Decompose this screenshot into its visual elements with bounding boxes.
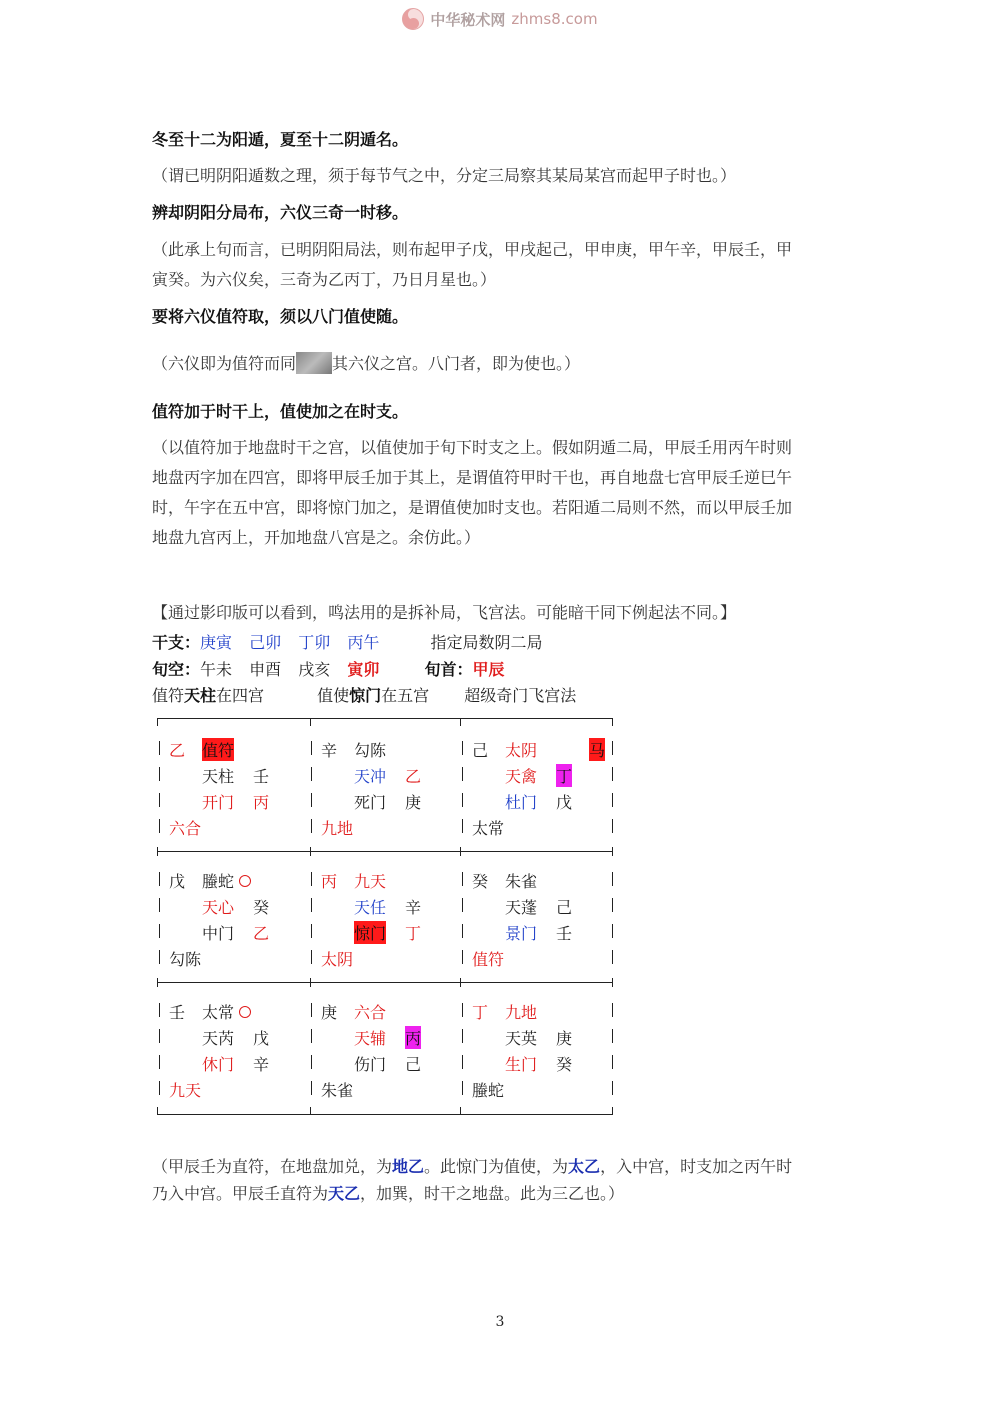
site-header bbox=[0, 8, 1000, 30]
star: 天冲 bbox=[354, 767, 387, 786]
site-name: 中华秘术网 bbox=[430, 10, 506, 29]
zhifu-row bbox=[152, 686, 576, 706]
door: 伤门 bbox=[354, 1055, 387, 1074]
nine-palace-grid bbox=[157, 718, 615, 1116]
deity: 螣蛇 bbox=[202, 872, 235, 891]
ganzhi-row bbox=[152, 633, 542, 653]
site-url: zhms8.com bbox=[511, 10, 598, 28]
verse-1: 冬至十二为阳遁，夏至十二阴遁名。 bbox=[152, 130, 409, 149]
earth-stem: 己 bbox=[405, 1055, 422, 1074]
ground-deity: 螣蛇 bbox=[472, 1081, 505, 1100]
heaven-stem: 乙 bbox=[169, 741, 186, 760]
star: 天任 bbox=[354, 898, 387, 917]
summary-text: ，加巽，时干之地盘。此为三乙也。） bbox=[360, 1184, 625, 1203]
xunshou-label: 旬首： bbox=[424, 660, 473, 679]
note-1: （谓已明阴阳遁数之理，须于每节气之中，分定三局察其某局某宫而起甲子时也。） bbox=[152, 166, 737, 185]
verse-3: 要将六仪值符取，须以八门值使随。 bbox=[152, 307, 409, 326]
hidden-stem: 丁 bbox=[556, 764, 572, 787]
heaven-stem: 戊 bbox=[169, 872, 186, 891]
note-3 bbox=[152, 352, 580, 374]
xunkong-3: 戌亥 bbox=[298, 660, 331, 679]
method-label: 超级奇门飞宫法 bbox=[464, 686, 577, 705]
heaven-stem: 丁 bbox=[472, 1003, 489, 1022]
earth-stem: 丁 bbox=[405, 924, 422, 943]
empty-circle-icon bbox=[239, 1006, 251, 1018]
xunkong-4: 寅卯 bbox=[347, 660, 380, 679]
note-2-line-1: （此承上句而言，已明阴阳局法，则布起甲子戊，甲戌起己，甲申庚，甲午辛，甲辰壬，甲 bbox=[152, 240, 793, 259]
deity: 六合 bbox=[354, 1003, 387, 1022]
palace-5-center bbox=[309, 869, 459, 993]
door: 生门 bbox=[505, 1055, 538, 1074]
ganzhi-month: 己卯 bbox=[249, 633, 282, 652]
xunshou-value: 甲辰 bbox=[472, 660, 505, 679]
note-3-part-a: （六仪即为值符而同 bbox=[152, 354, 297, 373]
ground-deity: 六合 bbox=[169, 819, 202, 838]
star: 天辅 bbox=[354, 1029, 387, 1048]
earth-stem: 丙 bbox=[253, 793, 270, 812]
empty-circle-icon bbox=[239, 875, 251, 887]
earth-stem: 乙 bbox=[253, 924, 270, 943]
palace-2-kun bbox=[460, 738, 610, 862]
zhifu-palace: 在四宫 bbox=[216, 686, 265, 705]
bracket-note: 【通过影印版可以看到，鸣法用的是拆补局，飞宫法。可能暗干同下例起法不同。】 bbox=[152, 603, 737, 622]
deity: 勾陈 bbox=[354, 741, 387, 760]
note-4-line-1: （以值符加于地盘时干之宫，以值使加于旬下时支之上。假如阴遁二局，甲辰壬用丙午时则 bbox=[152, 438, 793, 457]
tick bbox=[612, 978, 613, 987]
tick bbox=[460, 718, 461, 726]
hidden-stem: 己 bbox=[556, 898, 573, 917]
hidden-stem: 癸 bbox=[253, 898, 270, 917]
deity: 太阴 bbox=[505, 741, 538, 760]
palace-3-zhen bbox=[157, 869, 307, 993]
zhishi-palace: 在五宫 bbox=[381, 686, 430, 705]
zhishi-label: 值使 bbox=[317, 686, 350, 705]
ground-deity: 九天 bbox=[169, 1081, 202, 1100]
star: 天柱 bbox=[202, 767, 235, 786]
note-3-part-b: 其六仪之宫。八门者，即为使也。） bbox=[332, 354, 581, 373]
door: 杜门 bbox=[505, 793, 538, 812]
palace-1-kan bbox=[309, 1000, 459, 1124]
hidden-stem: 壬 bbox=[253, 767, 270, 786]
door: 开门 bbox=[202, 793, 235, 812]
hidden-stem: 庚 bbox=[556, 1029, 573, 1048]
xunkong-1: 午未 bbox=[200, 660, 233, 679]
ground-deity: 太常 bbox=[472, 819, 505, 838]
page-number: 3 bbox=[495, 1314, 505, 1330]
ground-deity: 九地 bbox=[321, 819, 354, 838]
ganzhi-hour: 丙午 bbox=[347, 633, 380, 652]
verse-4: 值符加于时干上，值使加之在时支。 bbox=[152, 402, 409, 421]
taiji-logo-icon bbox=[402, 8, 424, 30]
heaven-stem: 癸 bbox=[472, 872, 489, 891]
door: 休门 bbox=[202, 1055, 235, 1074]
ground-deity: 值符 bbox=[472, 950, 505, 969]
palace-9-li bbox=[309, 738, 459, 862]
ground-deity: 太阴 bbox=[321, 950, 354, 969]
door: 中门 bbox=[202, 924, 235, 943]
ground-deity: 勾陈 bbox=[169, 950, 202, 969]
door: 死门 bbox=[354, 793, 387, 812]
earth-stem: 辛 bbox=[253, 1055, 270, 1074]
heaven-stem: 壬 bbox=[169, 1003, 186, 1022]
heaven-stem: 己 bbox=[472, 741, 489, 760]
star: 天英 bbox=[505, 1029, 538, 1048]
deity: 九天 bbox=[354, 872, 387, 891]
tick bbox=[157, 718, 158, 726]
heaven-stem: 丙 bbox=[321, 872, 338, 891]
horse-star-badge: 马 bbox=[589, 738, 605, 761]
ganzhi-year: 庚寅 bbox=[200, 633, 233, 652]
palace-8-gen bbox=[157, 1000, 307, 1124]
deity: 值符 bbox=[202, 738, 234, 761]
ganzhi-day: 丁卯 bbox=[298, 633, 331, 652]
grid-line-top bbox=[157, 718, 613, 719]
summary-text: 。此惊门为值使，为 bbox=[424, 1157, 569, 1176]
summary-text: （甲辰壬为直符，在地盘加兑，为 bbox=[152, 1157, 393, 1176]
term-di-yi: 地乙 bbox=[392, 1157, 425, 1176]
hidden-stem: 辛 bbox=[405, 898, 422, 917]
tick bbox=[612, 847, 613, 856]
summary-line-1 bbox=[152, 1157, 792, 1177]
star: 天芮 bbox=[202, 1029, 235, 1048]
verse-2: 辨却阴阳分局布，六仪三奇一时移。 bbox=[152, 203, 409, 222]
deity: 太常 bbox=[202, 1003, 235, 1022]
ganzhi-label: 干支： bbox=[152, 633, 201, 652]
palace-4-xun bbox=[157, 738, 307, 862]
seal-stamp-icon bbox=[296, 352, 332, 374]
star: 天蓬 bbox=[505, 898, 538, 917]
heaven-stem: 庚 bbox=[321, 1003, 338, 1022]
star: 天禽 bbox=[505, 767, 538, 786]
zhifu-star: 天柱 bbox=[184, 686, 217, 705]
tick bbox=[612, 1107, 613, 1115]
door: 景门 bbox=[505, 924, 538, 943]
zhishi-door: 惊门 bbox=[349, 686, 382, 705]
door: 惊门 bbox=[354, 921, 386, 944]
tick bbox=[612, 718, 613, 726]
term-tian-yi: 天乙 bbox=[328, 1184, 361, 1203]
hidden-stem: 丙 bbox=[405, 1026, 421, 1049]
summary-text: 乃入中宫。甲辰壬直符为 bbox=[152, 1184, 329, 1203]
earth-stem: 庚 bbox=[405, 793, 422, 812]
palace-6-qian bbox=[460, 1000, 610, 1124]
ground-deity: 朱雀 bbox=[321, 1081, 354, 1100]
earth-stem: 戊 bbox=[556, 793, 573, 812]
hidden-stem: 乙 bbox=[405, 767, 422, 786]
xunkong-row bbox=[152, 660, 504, 680]
xunkong-label: 旬空： bbox=[152, 660, 201, 679]
hidden-stem: 戊 bbox=[253, 1029, 270, 1048]
heaven-stem: 辛 bbox=[321, 741, 338, 760]
deity: 朱雀 bbox=[505, 872, 538, 891]
deity: 九地 bbox=[505, 1003, 538, 1022]
note-2-line-2: 寅癸。为六仪矣，三奇为乙丙丁，乃日月星也。） bbox=[152, 270, 497, 289]
ju-number: 指定局数阴二局 bbox=[430, 633, 543, 652]
note-4-line-2: 地盘丙字加在四宫，即将甲辰壬加于其上，是谓值符甲时干也，再自地盘七宫甲辰壬逆巳午 bbox=[152, 468, 793, 487]
summary-line-2 bbox=[152, 1184, 624, 1204]
note-4-line-4: 地盘九宫丙上，开加地盘八宫是之。余仿此。） bbox=[152, 528, 481, 547]
palace-7-dui bbox=[460, 869, 610, 993]
xunkong-2: 申酉 bbox=[249, 660, 282, 679]
earth-stem: 壬 bbox=[556, 924, 573, 943]
zhifu-label: 值符 bbox=[152, 686, 185, 705]
summary-text: ，入中宫，时支加之丙午时 bbox=[600, 1157, 793, 1176]
note-4-line-3: 时，午字在五中宫，即将惊门加之，是谓值使加时支也。若阳遁二局则不然，而以甲辰壬加 bbox=[152, 498, 793, 517]
star: 天心 bbox=[202, 898, 235, 917]
earth-stem: 癸 bbox=[556, 1055, 573, 1074]
tick bbox=[310, 718, 311, 726]
term-tai-yi: 太乙 bbox=[568, 1157, 601, 1176]
